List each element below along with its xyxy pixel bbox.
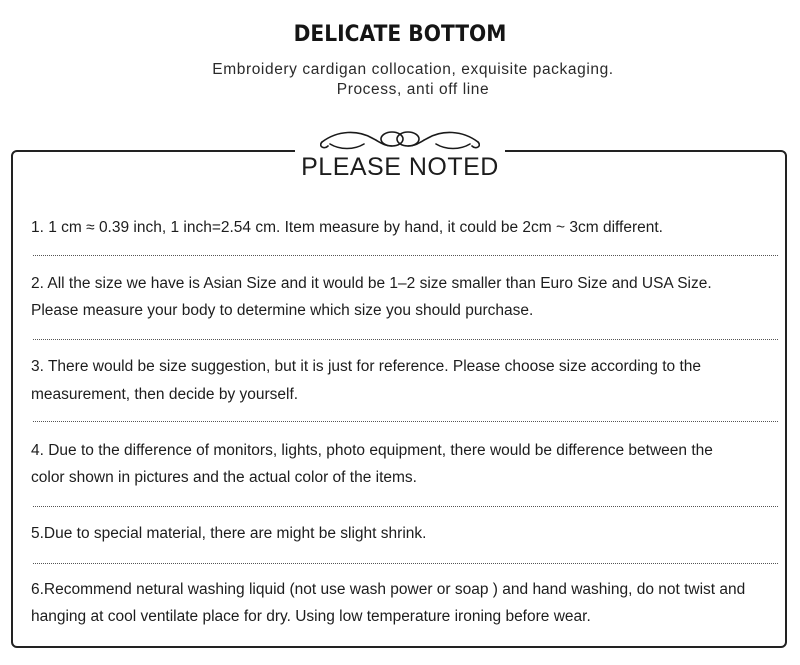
- divider: [33, 339, 778, 340]
- notice-item-6-line-2: hanging at cool ventilate place for dry. Using low temperature ironing before wear.: [31, 608, 591, 625]
- notice-item-6-line-1: 6.Recommend netural washing liquid (not use wash power or soap ) and hand washing, do not twist and: [31, 581, 746, 598]
- notice-item-2-line-2: Please measure your body to determine which size you should purchase.: [31, 302, 534, 319]
- subtitle-line-1: Embroidery cardigan collocation, exquisite packaging.: [212, 61, 614, 78]
- notice-title: PLEASE NOTED: [301, 153, 499, 181]
- notice-item-3-line-1: 3. There would be size suggestion, but it is just for reference. Please choose size according to the: [31, 358, 702, 375]
- divider: [33, 506, 778, 507]
- notice-item-1-line-1: 1. 1 cm ≈ 0.39 inch, 1 inch=2.54 cm. Item measure by hand, it could be 2cm ~ 3cm different.: [31, 219, 663, 236]
- page-title: DELICATE BOTTOM: [293, 22, 507, 47]
- divider: [33, 421, 778, 422]
- notice-item-4-line-1: 4. Due to the difference of monitors, lights, photo equipment, there would be difference between the: [31, 442, 713, 459]
- notice-item-5-line-1: 5.Due to special material, there are might be slight shrink.: [31, 525, 427, 542]
- scroll-flourish-icon: [320, 124, 480, 154]
- subtitle-line-2: Process, anti off line: [336, 81, 490, 98]
- notice-item-4-line-2: color shown in pictures and the actual color of the items.: [31, 469, 417, 486]
- notice-item-2-line-1: 2. All the size we have is Asian Size and it would be 1–2 size smaller than Euro Size and USA Size.: [31, 275, 712, 292]
- notice-item-3-line-2: measurement, then decide by yourself.: [31, 386, 299, 403]
- divider: [33, 255, 778, 256]
- divider: [33, 563, 778, 564]
